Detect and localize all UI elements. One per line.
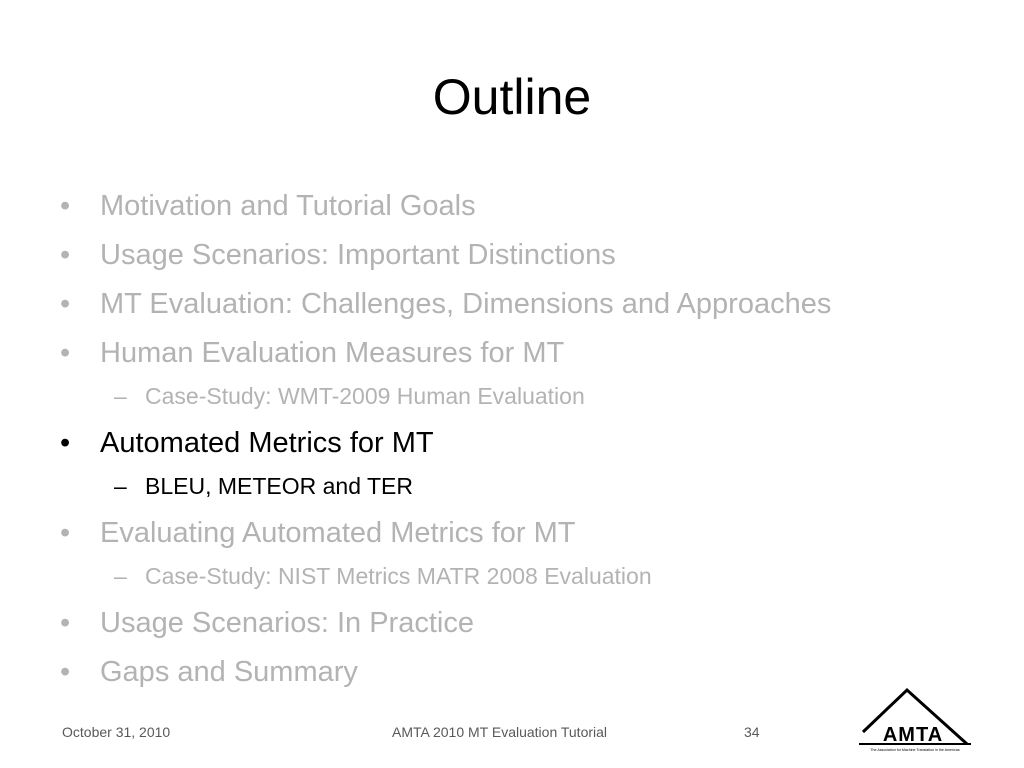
amta-logo xyxy=(855,686,975,756)
outline-item-text: BLEU, METEOR and TER xyxy=(145,473,413,499)
dash-marker: – xyxy=(114,563,127,589)
outline-item xyxy=(60,649,980,698)
footer-date: October 31, 2010 xyxy=(62,724,171,740)
outline-item-text: Gaps and Summary xyxy=(100,656,358,688)
outline-item xyxy=(60,420,980,469)
bullet-marker: • xyxy=(60,239,71,271)
bullet-marker: • xyxy=(60,288,71,320)
outline-item-text: Automated Metrics for MT xyxy=(100,427,434,459)
footer-title: AMTA 2010 MT Evaluation Tutorial xyxy=(392,724,608,740)
outline-item xyxy=(60,330,980,379)
bullet-marker: • xyxy=(60,427,71,459)
outline-item-text: Human Evaluation Measures for MT xyxy=(100,337,565,369)
outline-item-text: Case-Study: NIST Metrics MATR 2008 Evaluation xyxy=(145,563,652,589)
outline-subitem xyxy=(60,465,980,510)
outline-item xyxy=(60,183,980,232)
outline-item xyxy=(60,600,980,649)
outline-item-text: Usage Scenarios: Important Distinctions xyxy=(100,239,616,271)
outline-item-text: Case-Study: WMT-2009 Human Evaluation xyxy=(145,383,585,409)
bullet-marker: • xyxy=(60,337,71,369)
bullet-marker: • xyxy=(60,190,71,222)
slide-title: Outline xyxy=(432,69,592,125)
outline-item-text: Evaluating Automated Metrics for MT xyxy=(100,517,576,549)
outline-item xyxy=(60,232,980,281)
outline-item-text: Usage Scenarios: In Practice xyxy=(100,607,474,639)
outline-subitem xyxy=(60,375,980,420)
outline-item xyxy=(60,510,980,559)
outline-item-text: MT Evaluation: Challenges, Dimensions and Approaches xyxy=(100,288,832,320)
outline-item-text: Motivation and Tutorial Goals xyxy=(100,190,476,222)
bullet-marker: • xyxy=(60,517,71,549)
logo-text: AMTA xyxy=(882,724,944,746)
dash-marker: – xyxy=(114,473,127,499)
bullet-marker: • xyxy=(60,656,71,688)
outline-list xyxy=(60,183,980,698)
outline-subitem xyxy=(60,555,980,600)
outline-item xyxy=(60,281,980,330)
page-number: 34 xyxy=(744,724,760,740)
bullet-marker: • xyxy=(60,607,71,639)
logo-tagline: The Association for Machine Translation in the Americas xyxy=(870,748,960,752)
dash-marker: – xyxy=(114,383,127,409)
